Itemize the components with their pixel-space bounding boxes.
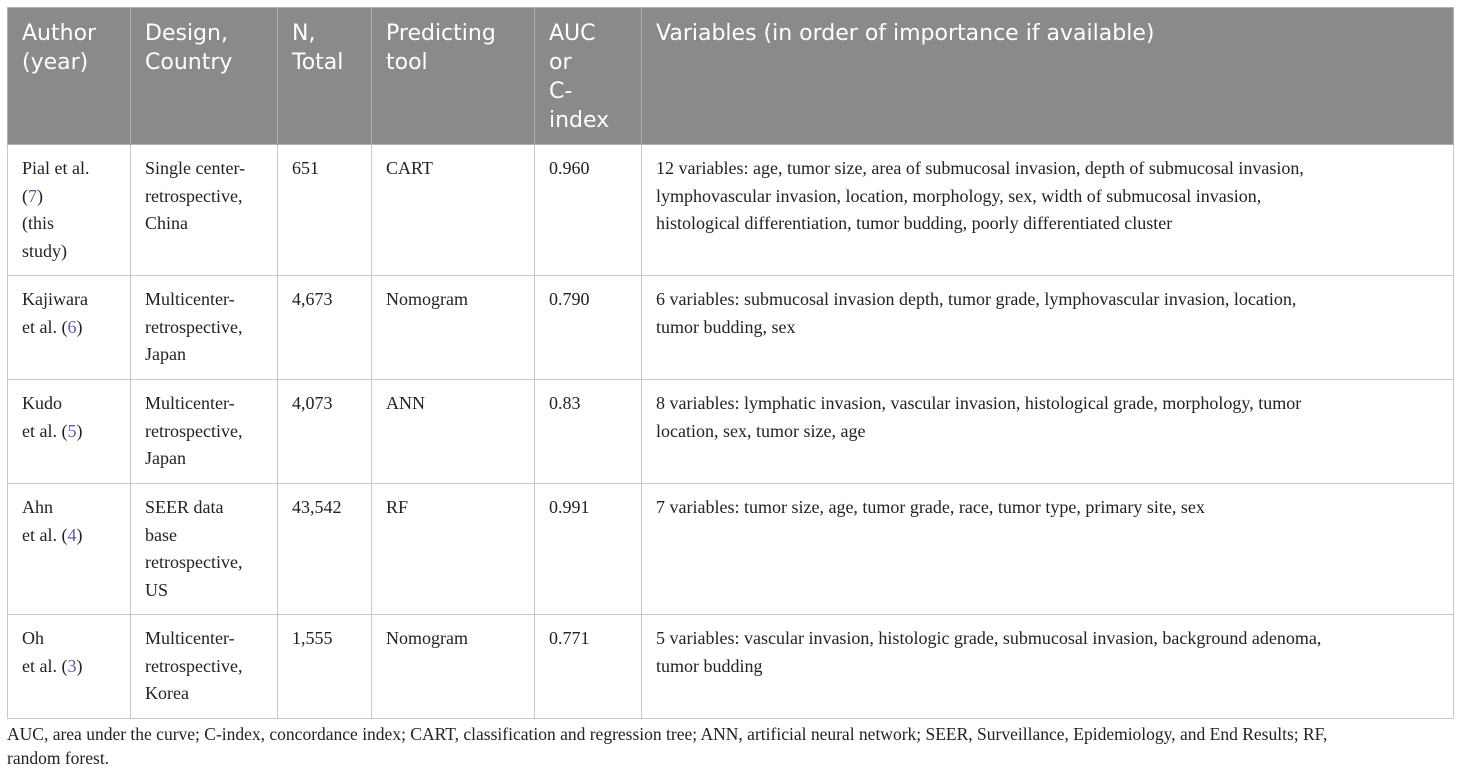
reference-link[interactable]: 4	[67, 524, 77, 545]
cell-variables: 12 variables: age, tumor size, area of submucosal invasion, depth of submucosal invasion, lymphovascular invasion, location, morphology, sex, width of submucosal invasion, histological differentiation, tumor budding, poorly differentiated cluster	[642, 145, 1454, 276]
cell-n: 4,073	[278, 380, 372, 484]
comparison-table-container	[7, 7, 1453, 719]
reference-link[interactable]: 5	[67, 420, 77, 441]
cell-design: Multicenter- retrospective, Korea	[131, 615, 278, 719]
cell-auc: 0.960	[535, 145, 642, 276]
header-design-country: Design, Country	[131, 8, 278, 145]
header-row	[8, 8, 1454, 145]
table-row	[8, 145, 1454, 276]
table-footnote: AUC, area under the curve; C-index, concordance index; CART, classification and regression tree; ANN, artificial neural network; SEER, Surveillance, Epidemiology, and End Results; RF, random forest.	[7, 724, 1328, 768]
reference-link[interactable]: 3	[67, 655, 77, 676]
cell-variables: 6 variables: submucosal invasion depth, tumor grade, lymphovascular invasion, location, tumor budding, sex	[642, 276, 1454, 380]
cell-n: 651	[278, 145, 372, 276]
header-predicting-tool: Predicting tool	[372, 8, 535, 145]
header-n-total: N, Total	[278, 8, 372, 145]
header-variables: Variables (in order of importance if available)	[642, 8, 1454, 145]
cell-variables: 8 variables: lymphatic invasion, vascular invasion, histological grade, morphology, tumor location, sex, tumor size, age	[642, 380, 1454, 484]
reference-link[interactable]: 7	[28, 185, 37, 206]
cell-tool: RF	[372, 484, 535, 615]
table-row	[8, 615, 1454, 719]
reference-citation: (7)	[22, 185, 43, 206]
reference-link[interactable]: 6	[67, 316, 77, 337]
cell-author: Oh et al. (3)	[8, 615, 131, 719]
cell-design: Single center- retrospective, China	[131, 145, 278, 276]
cell-design: Multicenter- retrospective, Japan	[131, 380, 278, 484]
header-author: Author (year)	[8, 8, 131, 145]
reference-citation: et al. (4)	[22, 524, 83, 545]
cell-design: Multicenter- retrospective, Japan	[131, 276, 278, 380]
reference-citation: et al. (5)	[22, 420, 83, 441]
cell-variables: 5 variables: vascular invasion, histologic grade, submucosal invasion, background adenoma, tumor budding	[642, 615, 1454, 719]
cell-design: SEER data base retrospective, US	[131, 484, 278, 615]
header-auc: AUC or C- index	[535, 8, 642, 145]
cell-tool: Nomogram	[372, 615, 535, 719]
table-row	[8, 380, 1454, 484]
cell-n: 43,542	[278, 484, 372, 615]
table-row	[8, 276, 1454, 380]
cell-author: Kudo et al. (5)	[8, 380, 131, 484]
cell-tool: Nomogram	[372, 276, 535, 380]
table-row	[8, 484, 1454, 615]
cell-auc: 0.83	[535, 380, 642, 484]
reference-citation: et al. (3)	[22, 655, 83, 676]
cell-n: 4,673	[278, 276, 372, 380]
cell-n: 1,555	[278, 615, 372, 719]
cell-auc: 0.790	[535, 276, 642, 380]
cell-auc: 0.771	[535, 615, 642, 719]
cell-auc: 0.991	[535, 484, 642, 615]
cell-author: Ahn et al. (4)	[8, 484, 131, 615]
reference-citation: et al. (6)	[22, 316, 83, 337]
prediction-models-table	[7, 7, 1454, 719]
cell-author: Pial et al. (7) (this study)	[8, 145, 131, 276]
cell-author: Kajiwara et al. (6)	[8, 276, 131, 380]
cell-variables: 7 variables: tumor size, age, tumor grade, race, tumor type, primary site, sex	[642, 484, 1454, 615]
cell-tool: CART	[372, 145, 535, 276]
cell-tool: ANN	[372, 380, 535, 484]
